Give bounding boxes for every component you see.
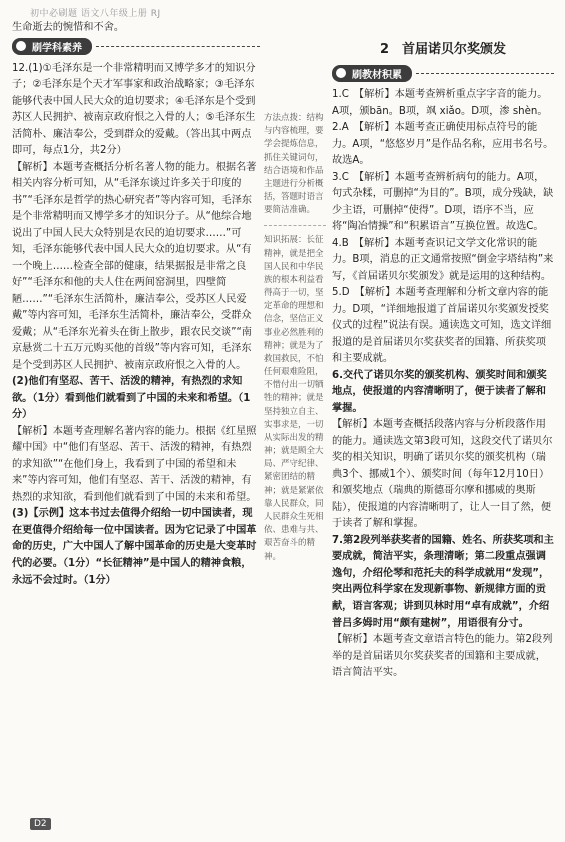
page-number: D2 (30, 818, 51, 830)
analysis-6: 【解析】本题考查概括段落内容与分析段落作用的能力。通读选文第3段可知，这段交代了诺贝尔奖的相关知识，明确了诺贝尔奖的颁奖机构（瑞典3个、挪威1个）、颁奖时间（每年12月10日）和颁奖地点（瑞典的斯德哥尔摩和挪威的奥斯陆），使报道的内容清晰明了，让人一目了然，便于读者了解和掌握。 (332, 419, 553, 530)
answer-12-3: (3)【示例】这本书过去值得介绍给一切中国读者，现在更值得介绍给每一位中国读者。因为它记录了中国革命的历史，广大中国人了解中国革命的历史是大变革时代的必要。（1分）“长征精神”是中国人的精神食粮，永远不会过时。（1分） (12, 508, 257, 586)
lesson-title: 2 首届诺贝尔奖颁发 (379, 42, 507, 57)
answer-7: 7.第2段列举获奖者的国籍、姓名、所获奖项和主要成就，简洁平实，条理清晰；第二段重点强调逸句，介绍伦琴和范托夫的科学成就用“发现”，突出两位科学家在发现新事物、新规律方面的贡献，语言客观；讲到贝林时用“卓有成就”，介绍普吕多姆时用“颇有建树”，用语很有分寸。 (332, 534, 554, 629)
answer-6: 6.交代了诺贝尔奖的颁奖机构、颁奖时间和颁奖地点，使报道的内容清晰明了，便于读者了解和掌握。 (332, 369, 547, 414)
analysis-12-1: 【解析】本题考查概括分析名著人物的能力。根据名著相关内容分析可知，从“毛泽东谈过许多关于印度的书”“毛泽东是哲学的热心研究者”等内容可知，毛泽东是个非常精明而又博学多才的知识分子。从“他综合地说出了中国人民大众特别是农民的迫切要求……”可知，毛泽东能够代表中国人民大众的迫切要求。从“有一个晚上……检查全部的健康，结果据报是非常之良好”“毛泽东和他的夫人住在两间窑洞里，四壁简陋……”“毛泽东生活简朴，廉洁奉公，受苏区人民爱戴”等内容可知，毛泽东生活简朴，廉洁奉公，受群众爱戴；从“毛泽东光着头在街上散步，跟农民交谈”“南京悬赏二十五万元购买他的首级”等内容可知，毛泽东是个受到苏区人民拥护、被南京政府恨之入骨的人。 (12, 161, 257, 371)
left-top-line: 生命逝去的惋惜和不舍。 (12, 22, 125, 33)
section-banner-right (332, 65, 554, 81)
page-header: 初中必刷题 语文八年级上册 RJ (30, 9, 161, 19)
knowledge-note: 知识拓展：长征精神，就是把全国人民和中华民族的根本利益看得高于一切，坚定革命的理想和信念，坚信正义事业必然胜利的精神；就是为了救国救民，不怕任何艰难险阻，不惜付出一切牺牲的精神；就是坚持独立自主、实事求是，一切从实际出发的精神；就是顾全大局、严守纪律、紧密团结的精神；就是紧紧依靠人民群众，同人民群众生死相依、患难与共、艰苦奋斗的精神。 (264, 235, 324, 562)
banner-dashed-line (416, 73, 554, 74)
answer-12-2: (2)他们有坚忍、苦干、活泼的精神，有热烈的求知欲。（1分）看到他们就看到了中国的未来和希望。（1分） (12, 376, 251, 421)
sidebar-divider (264, 225, 326, 226)
answer-1: 1.C 【解析】本题考查辨析重点字字音的能力。A项，颁bān。B项，飒 xiǎo。D项，渗 shèn。 (332, 89, 548, 117)
tips-note: 方法点拨：结构与内容梳理，要学会提炼信息，抓住关键词句，结合语境和作品主题进行分析概括，答题时语言要简洁准确。 (264, 113, 324, 216)
section-title: 刷学科素养 (12, 38, 92, 55)
right-column (332, 20, 554, 682)
left-column (12, 20, 260, 589)
analysis-7: 【解析】本题考查文章语言特色的能力。第2段列举的是首届诺贝尔奖获奖者的国籍和主要成就，语言简洁平实。 (332, 634, 553, 679)
answer-5: 5.D 【解析】本题考查理解和分析文章内容的能力。D项，“详细地报道了首届诺贝尔奖颁发授奖仪式的过程”说法有误。通读选文可知，选文详细报道的是首届诺贝尔奖获奖者的国籍、所获奖项和主要成就。 (332, 287, 552, 365)
section-title: 刷教材积累 (332, 65, 412, 82)
answer-2: 2.A 【解析】本题考查正确使用标点符号的能力。A项，“悠悠岁月”是作品名称，应用书名号。故选A。 (332, 122, 554, 167)
analysis-12-2: 【解析】本题考查理解名著内容的能力。根据《红星照耀中国》中“他们有坚忍、苦干、活泼的精神，有热烈的求知欲”“在他们身上，我看到了中国的希望和未来”等内容可知，他们有坚忍、苦干、活泼的精神，有热烈的求知欲，看到他们就看到了中国的未来和希望。 (12, 425, 257, 503)
section-banner-left (12, 39, 260, 55)
banner-dashed-line (96, 46, 260, 47)
answer-4: 4.B 【解析】本题考查识记文学文化常识的能力。B项，消息的正文通常按照“倒金字塔结构”来写，《首届诺贝尔奖颁发》就是运用的这种结构。 (332, 237, 554, 282)
sidebar-notes (264, 112, 326, 564)
answer-3: 3.C 【解析】本题考查辨析病句的能力。A项，句式杂糅，可删掉“为目的”。B项，成分残缺，缺少主语，可删掉“使得”。D项，语序不当，应将“陶冶情操”和“积累语言”互换位置。故选C。 (332, 171, 554, 233)
answer-12-1: 12.(1)①毛泽东是一个非常精明而又博学多才的知识分子；②毛泽东是个天才军事家和政治战略家；③毛泽东能够代表中国人民大众的迫切要求；④毛泽东是个受到苏区人民拥护、被南京政府恨之入骨的人；⑤毛泽东生活简朴、廉洁奉公，受到群众的爱戴。（答出其中两点即可，每点1分，共2分） (12, 62, 256, 157)
